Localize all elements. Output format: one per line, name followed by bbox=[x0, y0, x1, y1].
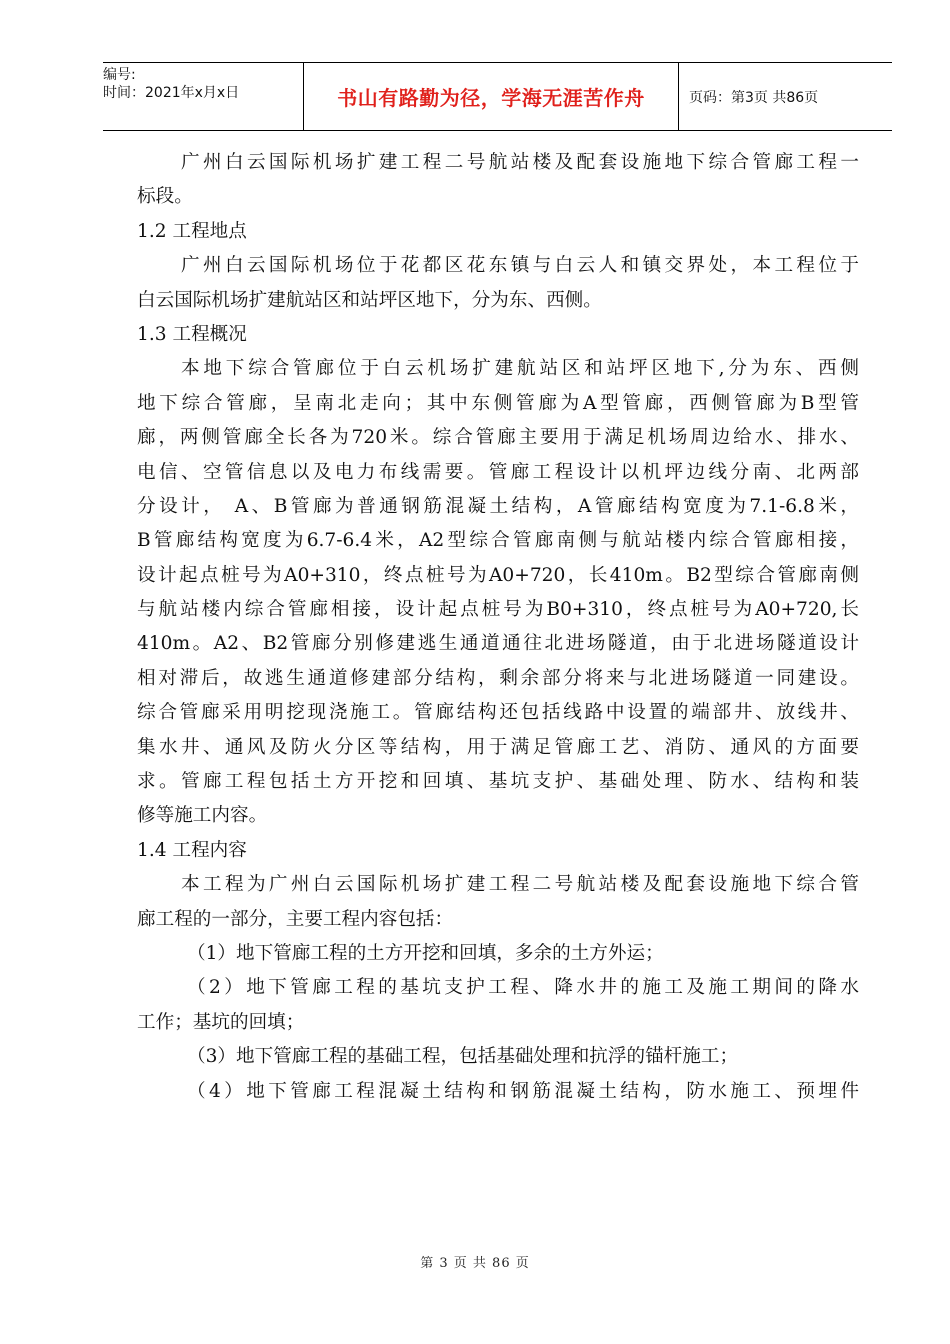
section-heading: 1.2 工程地点 bbox=[137, 220, 247, 242]
paragraph-line: 广州白云国际机场位于花都区花东镇与白云人和镇交界处，本工程位于 bbox=[181, 255, 859, 277]
paragraph-line: 本工程为广州白云国际机场扩建工程二号航站楼及配套设施地下综合管 bbox=[181, 874, 859, 896]
list-item: （1）地下管廊工程的土方开挖和回填，多余的土方外运； bbox=[187, 942, 664, 964]
paragraph-line: 廊工程的一部分，主要工程内容包括： bbox=[137, 908, 454, 930]
paragraph-line: 集水井、通风及防火分区等结构，用于满足管廊工艺、消防、通风的方面要 bbox=[137, 736, 859, 758]
section-heading: 1.3 工程概况 bbox=[137, 323, 247, 345]
list-item: （3）地下管廊工程的基础工程，包括基础处理和抗浮的锚杆施工； bbox=[187, 1046, 739, 1068]
paragraph-line: 廊，两侧管廊全长各为720米。综合管廊主要用于满足机场周边给水、排水、 bbox=[137, 427, 859, 449]
list-item: （4）地下管廊工程混凝土结构和钢筋混凝土结构，防水施工、预埋件 bbox=[187, 1080, 859, 1102]
paragraph-line: 修等施工内容。 bbox=[137, 805, 268, 827]
document-number-label: 编号: bbox=[103, 67, 136, 83]
paragraph-line: 与航站楼内综合管廊相接，设计起点桩号为B0+310，终点桩号为A0+720,长 bbox=[137, 599, 859, 621]
paragraph-line: 白云国际机场扩建航站区和站坪区地下，分为东、西侧。 bbox=[137, 289, 602, 311]
paragraph-line: 标段。 bbox=[137, 186, 193, 208]
paragraph-line: 广州白云国际机场扩建工程二号航站楼及配套设施地下综合管廊工程一 bbox=[181, 152, 859, 173]
paragraph-line: 综合管廊采用明挖现浇施工。管廊结构还包括线路中设置的端部井、放线井、 bbox=[137, 702, 859, 724]
paragraph-line: B管廊结构宽度为6.7-6.4米，A2型综合管廊南侧与航站楼内综合管廊相接， bbox=[137, 530, 859, 552]
list-item: （2）地下管廊工程的基坑支护工程、降水井的施工及施工期间的降水 bbox=[187, 977, 859, 999]
paragraph-line: 相对滞后，故逃生通道修建部分结构，剩余部分将来与北进场隧道一同建设。 bbox=[137, 667, 859, 689]
paragraph-line: 工作；基坑的回填； bbox=[137, 1011, 305, 1033]
paragraph-line: 410m。A2、B2管廊分别修建逃生通道通往北进场隧道，由于北进场隧道设计 bbox=[137, 633, 859, 655]
paragraph-line: 设计起点桩号为A0+310，终点桩号为A0+720，长410m。B2型综合管廊南侧 bbox=[137, 564, 859, 586]
header-motto-cell bbox=[303, 63, 679, 130]
header-meta bbox=[103, 63, 303, 130]
paragraph-line: 求。管廊工程包括土方开挖和回填、基坑支护、基础处理、防水、结构和装 bbox=[137, 771, 859, 793]
document-body bbox=[137, 146, 859, 1109]
paragraph-line: 地下综合管廊，呈南北走向；其中东侧管廊为A型管廊，西侧管廊为B型管 bbox=[137, 392, 859, 414]
section-heading: 1.4 工程内容 bbox=[137, 839, 247, 861]
paragraph-line: 电信、空管信息以及电力布线需要。管廊工程设计以机坪边线分南、北两部 bbox=[137, 461, 859, 483]
page-header bbox=[103, 62, 892, 131]
paragraph-line: 分设计， A、B管廊为普通钢筋混凝土结构，A管廊结构宽度为7.1-6.8米， bbox=[137, 495, 859, 517]
document-time-label: 时间：2021年x月x日 bbox=[103, 85, 240, 101]
header-motto: 书山有路勤为径，学海无涯苦作舟 bbox=[337, 86, 645, 110]
header-page-indicator: 页码：第3页 共86页 bbox=[689, 89, 819, 106]
page-footer: 第 3 页 共 86 页 bbox=[420, 1256, 530, 1271]
paragraph-line: 本地下综合管廊位于白云机场扩建航站区和站坪区地下,分为东、西侧 bbox=[181, 358, 859, 380]
